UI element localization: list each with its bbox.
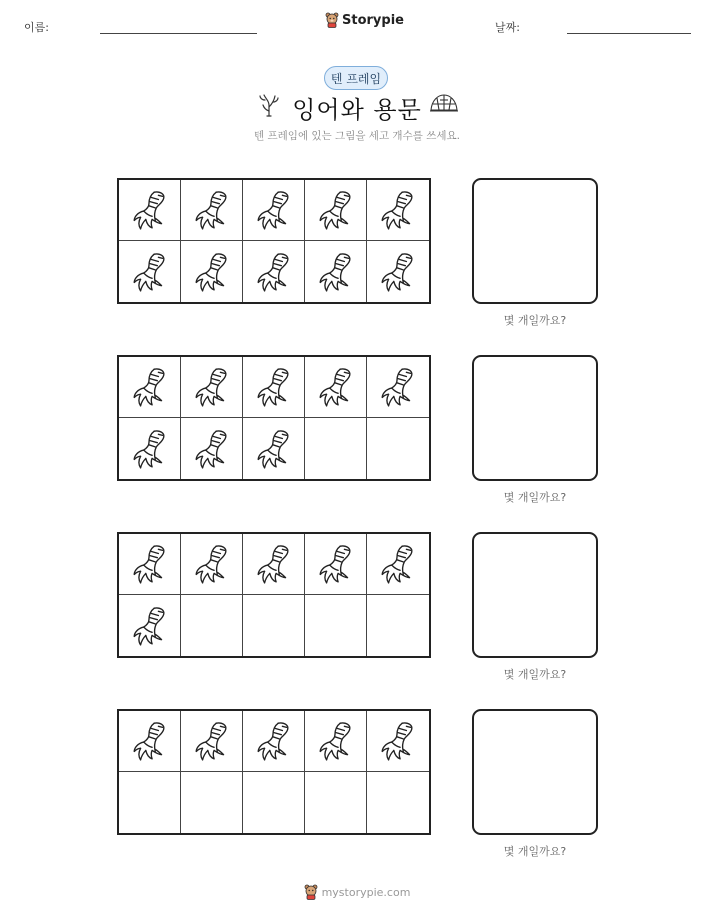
bear-mascot-icon [325,12,339,28]
frame-cell [181,534,243,595]
name-label: 이름: [24,21,49,34]
frame-cell [243,772,305,833]
dragon-claw-icon [253,543,295,585]
dragon-claw-icon [129,189,171,231]
ten-frame [117,178,431,304]
frame-cell [367,595,429,656]
dragon-claw-icon [315,366,357,408]
ten-frame [117,709,431,835]
dragon-claw-icon [191,366,233,408]
frame-cell [243,711,305,772]
frame-cell [367,772,429,833]
frame-cell [305,357,367,418]
dragon-claw-icon [129,720,171,762]
frame-cell [181,418,243,479]
dragon-claw-icon [253,189,295,231]
frame-cell [119,357,181,418]
topic-badge: 텐 프레임 [324,66,388,90]
frame-cell [119,711,181,772]
answer-box[interactable] [472,355,598,481]
frame-cell [243,534,305,595]
frame-cell [119,534,181,595]
frame-cell [119,772,181,833]
frame-cell [243,418,305,479]
dragon-claw-icon [191,543,233,585]
dragon-claw-icon [377,543,419,585]
frame-cell [305,534,367,595]
dragon-claw-icon [191,428,233,470]
footer [0,884,714,900]
frame-cell [305,595,367,656]
date-label: 날짜: [495,21,520,34]
frame-cell [305,772,367,833]
ten-frame [117,355,431,481]
worksheet-title: 잉어와 용문 [292,96,422,124]
frame-cell [367,711,429,772]
turtle-shell-icon [428,92,460,120]
dragon-claw-icon [129,428,171,470]
footer-url[interactable]: mystorypie.com [321,885,411,899]
dragon-claw-icon [129,366,171,408]
dragon-claw-icon [253,251,295,293]
frame-cell [367,180,429,241]
brand-logo [325,12,404,28]
footer-bear-icon [304,884,318,900]
frame-cell [181,241,243,302]
frame-cell [305,711,367,772]
dragon-claw-icon [129,543,171,585]
frame-cell [119,241,181,302]
frame-cell [305,241,367,302]
answer-box[interactable] [472,709,598,835]
dragon-claw-icon [377,189,419,231]
dragon-claw-icon [191,251,233,293]
frame-cell [119,418,181,479]
frame-cell [243,357,305,418]
answer-box[interactable] [472,178,598,304]
frame-cell [119,595,181,656]
brand-name: Storypie [342,12,404,28]
ten-frame [117,532,431,658]
dragon-claw-icon [315,720,357,762]
answer-box[interactable] [472,532,598,658]
count-question: 몇 개일까요? [503,491,567,504]
date-line[interactable] [567,33,691,34]
frame-cell [119,180,181,241]
frame-cell [367,534,429,595]
frame-cell [305,180,367,241]
dragon-claw-icon [315,189,357,231]
dragon-claw-icon [377,251,419,293]
count-question: 몇 개일까요? [503,314,567,327]
frame-cell [305,418,367,479]
dragon-claw-icon [129,605,171,647]
dragon-claw-icon [377,720,419,762]
frame-cell [243,241,305,302]
frame-cell [181,180,243,241]
dragon-claw-icon [129,251,171,293]
dragon-claw-icon [253,428,295,470]
dragon-claw-icon [253,720,295,762]
frame-cell [181,357,243,418]
count-question: 몇 개일까요? [503,668,567,681]
dragon-claw-icon [191,189,233,231]
frame-cell [367,418,429,479]
dragon-claw-icon [315,251,357,293]
dragon-claw-icon [377,366,419,408]
instructions: 텐 프레임에 있는 그림을 세고 개수를 쓰세요. [254,130,460,142]
dragon-claw-icon [253,366,295,408]
dragon-claw-icon [315,543,357,585]
frame-cell [181,772,243,833]
frame-cell [243,180,305,241]
count-question: 몇 개일까요? [503,845,567,858]
frame-cell [367,357,429,418]
name-line[interactable] [100,33,257,34]
dragon-claw-icon [191,720,233,762]
frame-cell [181,595,243,656]
frame-cell [367,241,429,302]
frame-cell [243,595,305,656]
frame-cell [181,711,243,772]
